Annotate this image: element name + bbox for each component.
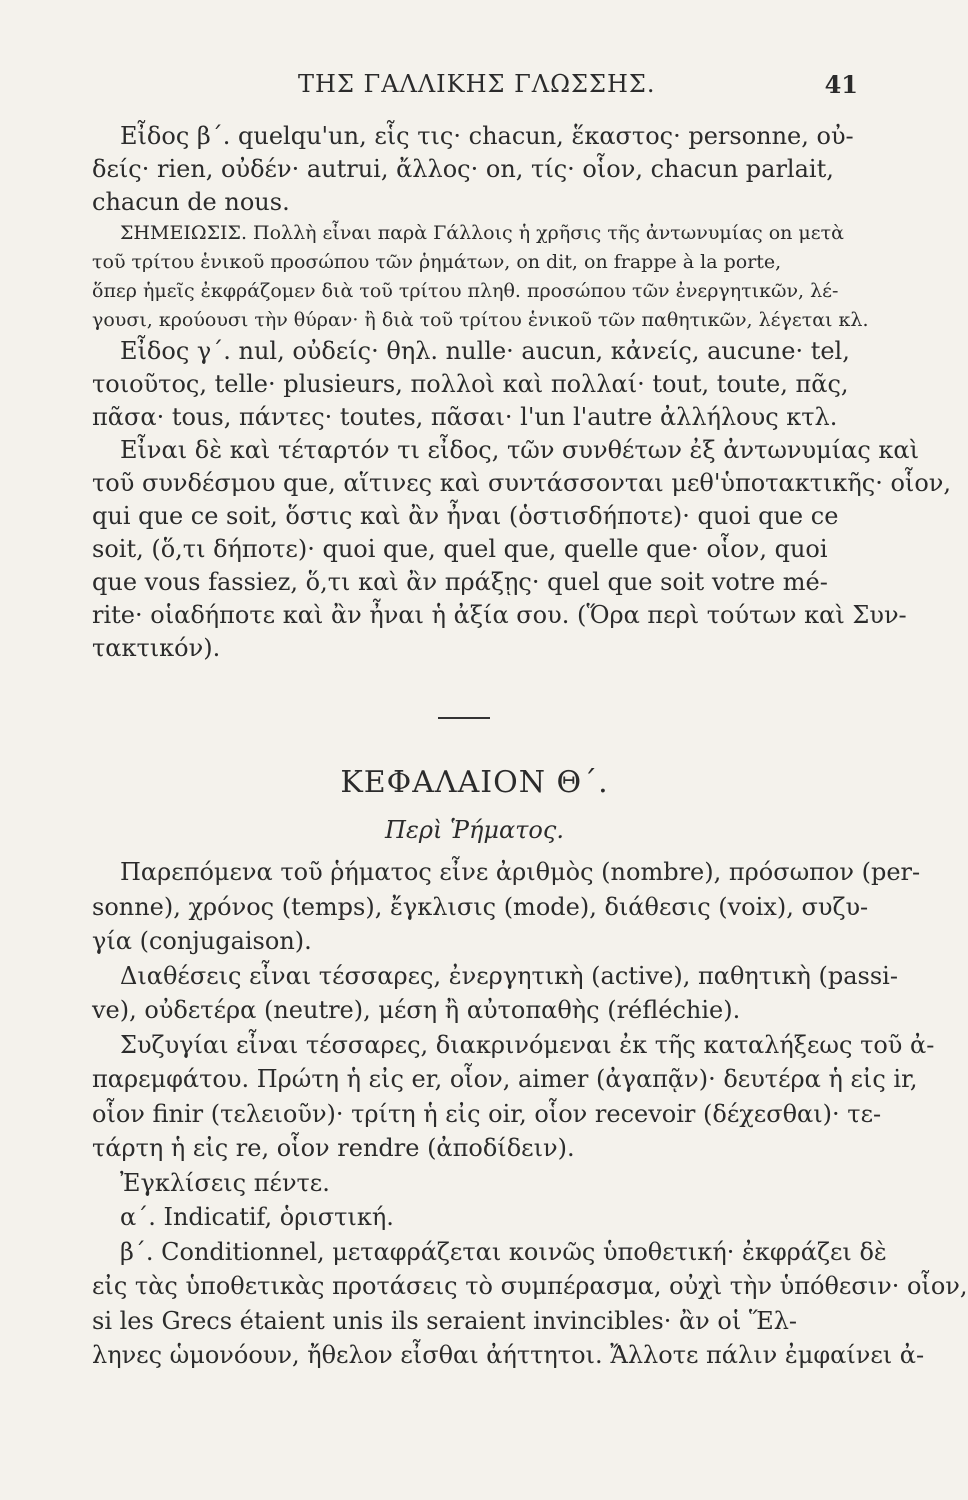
text-line: τάρτη ἡ εἰς re, οἷον rendre (ἀποδίδειν). [92, 1134, 575, 1162]
text-line: πᾶσα· tous, πάντες· toutes, πᾶσαι· l'un l'autre ἀλλήλους κτλ. [92, 403, 838, 431]
page-header [118, 70, 858, 110]
note-line: ΣΗΜΕΙΩΣΙΣ. Πολλὴ εἶναι παρὰ Γάλλοις ἡ χρῆσις τῆς ἀντωνυμίας on μετὰ [120, 222, 844, 244]
text-line: Συζυγίαι εἶναι τέσσαρες, διακρινόμεναι ἐκ τῆς καταλήξεως τοῦ ἀ- [120, 1030, 935, 1059]
page-number: 41 [824, 70, 858, 99]
text-line: τακτικόν). [92, 634, 221, 662]
text-line: γία (conjugaison). [92, 927, 312, 955]
text-line: Παρεπόμενα τοῦ ῥήματος εἶνε ἀριθμὸς (nombre), πρόσωπον (per- [120, 858, 921, 886]
text-line: τοιοῦτος, telle· plusieurs, πολλοὶ καὶ πολλαί· tout, toute, πᾶς, [92, 370, 849, 398]
text-line: β΄. Conditionnel, μεταφράζεται κοινῶς ὑποθετική· ἐκφράζει δὲ [120, 1237, 887, 1266]
text-line: qui que ce soit, ὅστις καὶ ἂν ἦναι (ὁστισδήποτε)· quoi que ce [92, 502, 839, 530]
note-line: ὅπερ ἡμεῖς ἐκφράζομεν διὰ τοῦ τρίτου πληθ. προσώπου τῶν ἐνεργητικῶν, λέ- [92, 280, 839, 302]
remark-note [92, 219, 869, 335]
text-line: τοῦ συνδέσμου que, αἵτινες καὶ συντάσσονται μεθ'ὑποτακτικῆς· οἷον, [92, 469, 952, 497]
verb-section [92, 855, 968, 1373]
section-divider [438, 717, 490, 719]
text-line: Διαθέσεις εἶναι τέσσαρες, ἐνεργητικὴ (active), παθητικὴ (passi- [120, 961, 898, 990]
text-line: Εἶδος γ΄. nul, οὐδείς· θηλ. nulle· aucun, κἀνείς, aucune· tel, [120, 337, 850, 365]
running-title: ΤΗΣ ΓΑΛΛΙΚΗΣ ΓΛΩΣΣΗΣ. [298, 70, 656, 98]
text-line: α΄. Indicatif, ὁριστική. [120, 1203, 394, 1231]
chapter-title: ΚΕΦΑΛΑΙΟΝ Θ΄. [340, 765, 609, 800]
pronoun-section [92, 120, 952, 665]
text-line: παρεμφάτου. Πρώτη ἡ εἰς er, οἷον, aimer (ἀγαπᾷν)· δευτέρα ἡ εἰς ir, [92, 1065, 918, 1093]
text-line: ληνες ὡμονόουν, ἤθελον εἶσθαι ἀήττητοι. Ἄλλοτε πάλιν ἐμφαίνει ἀ- [92, 1341, 925, 1369]
text-line: Ἐγκλίσεις πέντε. [120, 1168, 330, 1197]
text-line: οἷον finir (τελειοῦν)· τρίτη ἡ εἰς oir, οἷον recevoir (δέχεσθαι)· τε- [92, 1099, 882, 1128]
text-line: si les Grecs étaient unis ils seraient invincibles· ἂν οἱ Ἕλ- [92, 1306, 798, 1335]
note-line: γουσι, κρούουσι τὴν θύραν· ἢ διὰ τοῦ τρίτου ἑνικοῦ τῶν παθητικῶν, λέγεται κλ. [92, 309, 869, 331]
text-line: εἰς τὰς ὑποθετικὰς προτάσεις τὸ συμπέρασμα, οὐχὶ τὴν ὑπόθεσιν· οἷον, [92, 1272, 968, 1300]
text-line: sonne), χρόνος (temps), ἔγκλισις (mode), διάθεσις (voix), συζυ- [92, 892, 869, 921]
text-line: rite· οἱαδήποτε καὶ ἂν ἦναι ἡ ἀξία σου. (Ὅρα περὶ τούτων καὶ Συν- [92, 601, 907, 629]
chapter-subtitle: Περὶ Ῥήματος. [385, 816, 564, 844]
text-line: chacun de nous. [92, 188, 290, 216]
text-line: ve), οὐδετέρα (neutre), μέση ἢ αὐτοπαθὴς (réfléchie). [92, 996, 741, 1024]
text-line: soit, (ὅ,τι δήποτε)· quoi que, quel que, quelle que· οἷον, quoi [92, 535, 828, 563]
note-line: τοῦ τρίτου ἑνικοῦ προσώπου τῶν ῥημάτων, on dit, on frappe à la porte, [92, 251, 782, 273]
text-line: Εἶδος β΄. quelqu'un, εἷς τις· chacun, ἕκαστος· personne, οὐ- [120, 122, 854, 150]
text-line: δείς· rien, οὐδέν· autrui, ἄλλος· on, τίς· οἷον, chacun parlait, [92, 155, 834, 183]
text-line: Εἶναι δὲ καὶ τέταρτόν τι εἶδος, τῶν συνθέτων ἐξ ἀντωνυμίας καὶ [120, 436, 920, 464]
text-line: que vous fassiez, ὅ,τι καὶ ἂν πράξῃς· quel que soit votre mé- [92, 568, 828, 596]
